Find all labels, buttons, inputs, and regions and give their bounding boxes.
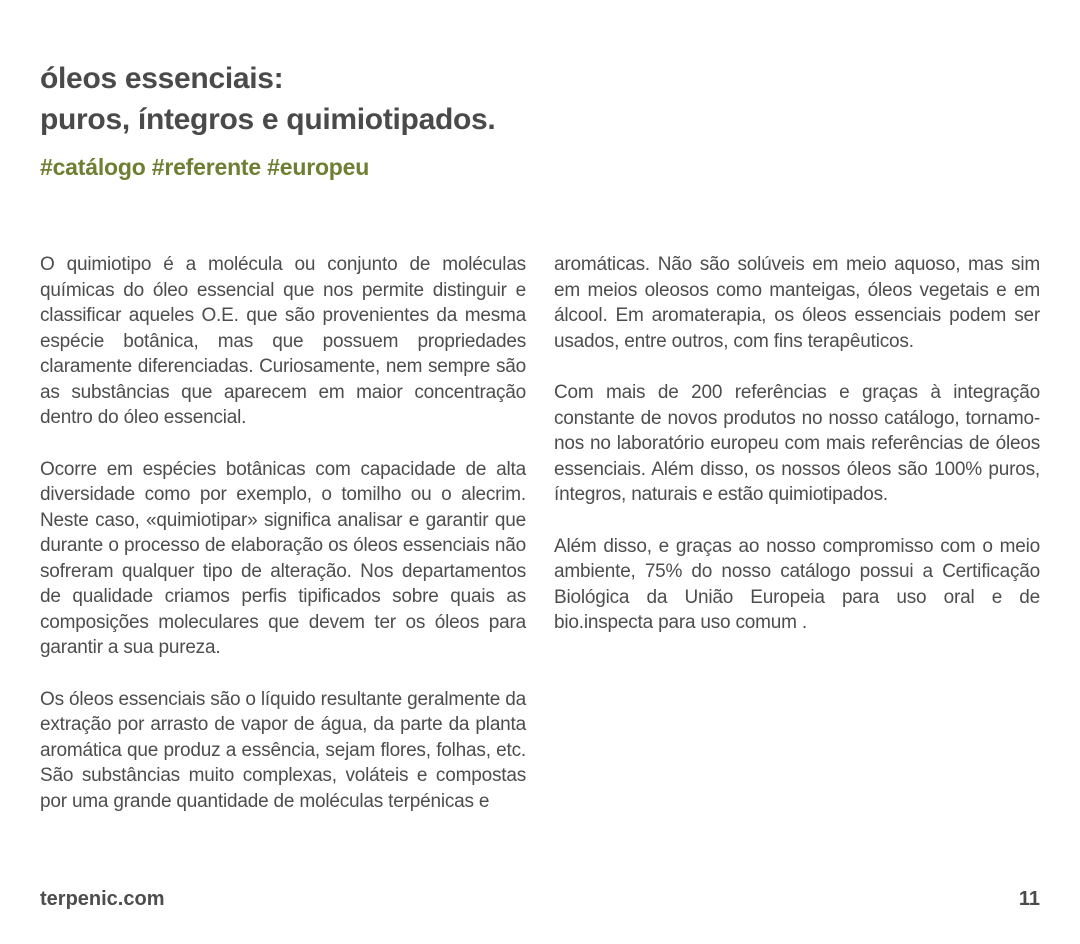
body-columns [40,252,1040,840]
page-number: 11 [1018,888,1040,910]
title-line-2: puros, íntegros e quimiotipados. [40,103,496,136]
page-title [40,58,495,140]
paragraph-chemotype: O quimiotipo é a molécula ou conjunto de moléculas químicas do óleo essencial que nos permite distinguir e classificar aqueles O.E. que são provenientes da mesma espécie botânica, mas que possuem propriedades claramente diferenciadas. Curiosamente, nem sempre são as substâncias que aparecem em maior concentração dentro do óleo essencial. [40,254,526,428]
footer-site-text: terpenic.com [40,888,165,910]
paragraph-species: Ocorre em espécies botânicas com capacidade de alta diversidade como por exemplo, o tomilho ou o alecrim. Neste caso, «quimiotipar» significa analisar e garantir que durante o processo de elaboração os óleos essenciais não sofreram qualquer tipo de alteração. Nos departamentos de qualidade criamos perfis tipificados sobre quais as composições moleculares que devem ter os óleos para garantir a sua pureza. [40,458,526,658]
right-column [554,252,1040,840]
title-line-1: óleos essenciais: [40,62,284,95]
paragraph-aromatics: aromáticas. Não são solúveis em meio aquoso, mas sim em meios oleosos como manteigas, óleos vegetais e em álcool. Em aromaterapia, os óleos essenciais podem ser usados, entre outros, com fins terapêuticos. [554,254,1040,352]
left-column [40,252,526,840]
paragraph-certification: Além disso, e graças ao nosso compromisso com o meio ambiente, 75% do nosso catálogo possui a Certificação Biológica da União Europeia para uso oral e de bio.inspecta para uso comum . [554,535,1040,633]
hashtag-subtitle: #catálogo #referente #europeu [40,154,370,180]
paragraph-extraction: Os óleos essenciais são o líquido resultante geralmente da extração por arrasto de vapor de água, da parte da planta aromática que produz a essência, sejam flores, folhas, etc. São substâncias muito complexas, voláteis e compostas por uma grande quantidade de moléculas terpénicas e [40,688,526,812]
paragraph-references: Com mais de 200 referências e graças à integração constante de novos produtos no nosso catálogo, tornamo-nos no laboratório europeu com mais referências de óleos essenciais. Além disso, os nossos óleos são 100% puros, íntegros, naturais e estão quimiotipados. [554,382,1040,505]
